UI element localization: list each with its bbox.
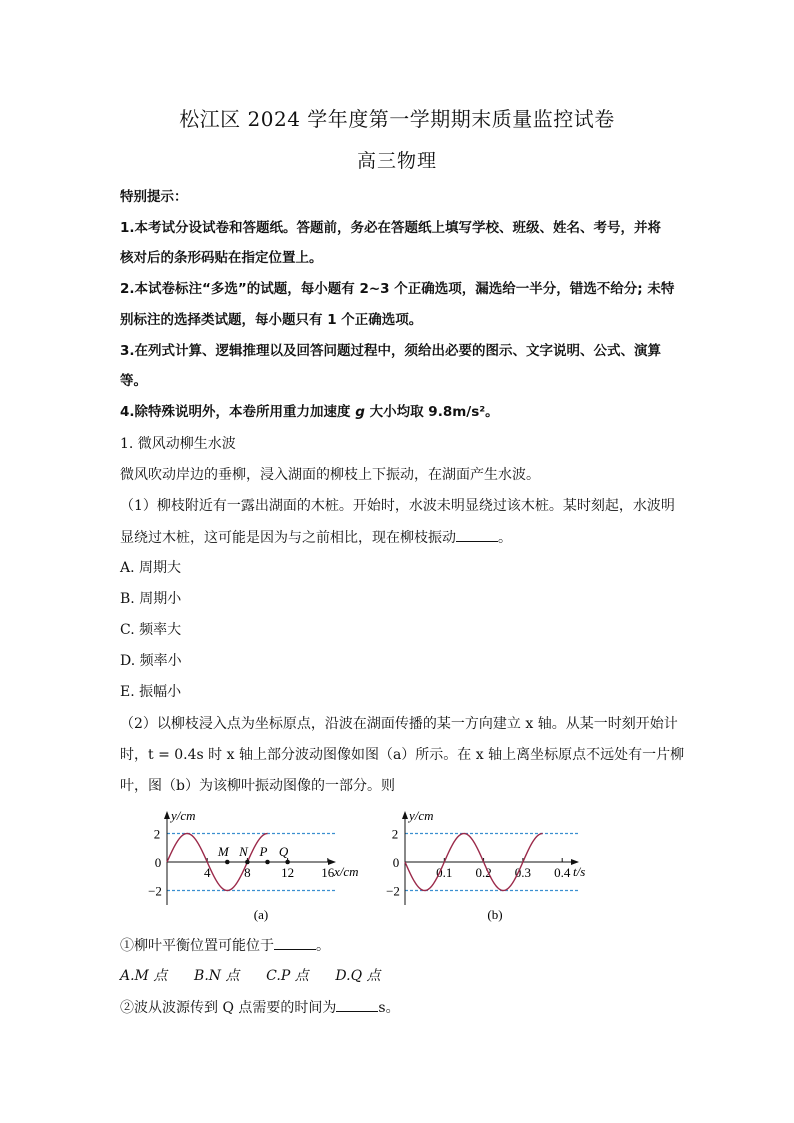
x-tick-label: 0.1 (436, 865, 453, 880)
notes-heading: 特别提示： (120, 189, 188, 205)
vibration-graph-b (378, 805, 604, 927)
point-q (285, 860, 290, 865)
y-tick-label: 0 (392, 855, 400, 870)
sub2-line-3: 叶，图（b）为该柳叶振动图像的一部分。则 (120, 778, 395, 794)
x-tick-label: 8 (244, 865, 251, 880)
point-label-p: P (259, 844, 268, 859)
question-1-heading: 1. 微风动柳生水波 (120, 436, 236, 452)
sub1-line-1: （1）柳枝附近有一露出湖面的木桩。开始时，水波未明显绕过该木桩。某时刻起，水波明 (120, 498, 675, 514)
x-tick-label: 0.2 (475, 865, 492, 880)
note-1-line-2: 核对后的条形码贴在指定位置上。 (120, 250, 323, 266)
answer-blank-2[interactable] (274, 935, 316, 950)
answer-blank-1[interactable] (456, 527, 498, 542)
y-axis-arrow (402, 811, 408, 819)
figure-caption: (a) (253, 907, 269, 922)
x-tick-label: 16 (321, 865, 335, 880)
wave-graph-a (140, 805, 380, 927)
x-axis-label: t/s (573, 864, 586, 879)
note-2-line-1: 2.本试卷标注“多选”的试题，每小题有 2~3 个正确选项，漏选给一半分，错选不给分; 未特 (120, 281, 675, 297)
y-tick-label: 0 (154, 855, 162, 870)
point-label-m: M (217, 844, 229, 859)
sub1-line-2: 显绕过木桩，这可能是因为与之前相比，现在柳枝振动 。 (120, 527, 680, 548)
sub2-line-2: 时，t = 0.4s 时 x 轴上部分波动图像如图（a）所示。在 x 轴上离坐标原点不远处有一片柳 (120, 747, 685, 763)
note-1-line-1: 1.本考试分设试卷和答题纸。答题前，务必在答题纸上填写学校、班级、姓名、考号，并将 (120, 220, 662, 236)
sub2-q1: ①柳叶平衡位置可能位于 。 (120, 935, 680, 956)
sub2-line-1: （2）以柳枝浸入点为坐标原点，沿波在湖面传播的某一方向建立 x 轴。从某一时刻开始计 (120, 716, 678, 732)
option-b: B. 周期小 (120, 591, 182, 607)
note-4: 4.除特殊说明外，本卷所用重力加速度 g 大小均取 9.8m/s²。 (120, 404, 499, 420)
page-title: 松江区 2024 学年度第一学期期末质量监控试卷 (179, 107, 615, 131)
y-tick-label: 2 (391, 826, 399, 842)
y-axis-arrow (164, 811, 170, 819)
y-tick-label: −2 (148, 883, 162, 899)
x-tick-label: 4 (203, 865, 211, 880)
y-axis-label: y/cm (171, 808, 196, 823)
page-subtitle: 高三物理 (356, 150, 437, 172)
option-a: A. 周期大 (120, 560, 182, 576)
option-d: D. 频率小 (120, 653, 182, 669)
sub2-q1-options: A.M 点 B.N 点 C.P 点 D.Q 点 (120, 968, 381, 984)
option-e: E. 振幅小 (120, 684, 182, 700)
point-label-n: N (239, 844, 248, 859)
point-label-q: Q (278, 844, 289, 859)
point-m (225, 860, 230, 865)
note-3-line-2: 等。 (120, 373, 147, 389)
question-1-intro: 微风吹动岸边的垂柳，浸入湖面的柳枝上下振动，在湖面产生水波。 (120, 467, 540, 483)
note-2-line-2: 别标注的选择类试题，每小题只有 1 个正确选项。 (120, 312, 423, 328)
figure-caption: (b) (487, 907, 503, 922)
x-tick-label: 0.4 (554, 865, 571, 880)
point-n (245, 860, 250, 865)
x-tick-label: 0.3 (514, 865, 532, 880)
sub2-q2: ②波从波源传到 Q 点需要的时间为 s。 (120, 997, 680, 1018)
answer-blank-3[interactable] (336, 997, 378, 1012)
point-p (265, 860, 270, 865)
y-axis-label: y/cm (409, 808, 434, 823)
note-3-line-1: 3.在列式计算、逻辑推理以及回答问题过程中，须给出必要的图示、文字说明、公式、演算 (120, 343, 662, 359)
y-tick-label: 2 (153, 826, 161, 842)
x-axis-label: x/cm (334, 864, 359, 879)
y-tick-label: −2 (386, 883, 400, 899)
x-tick-label: 12 (281, 865, 295, 880)
option-c: C. 频率大 (120, 622, 182, 638)
